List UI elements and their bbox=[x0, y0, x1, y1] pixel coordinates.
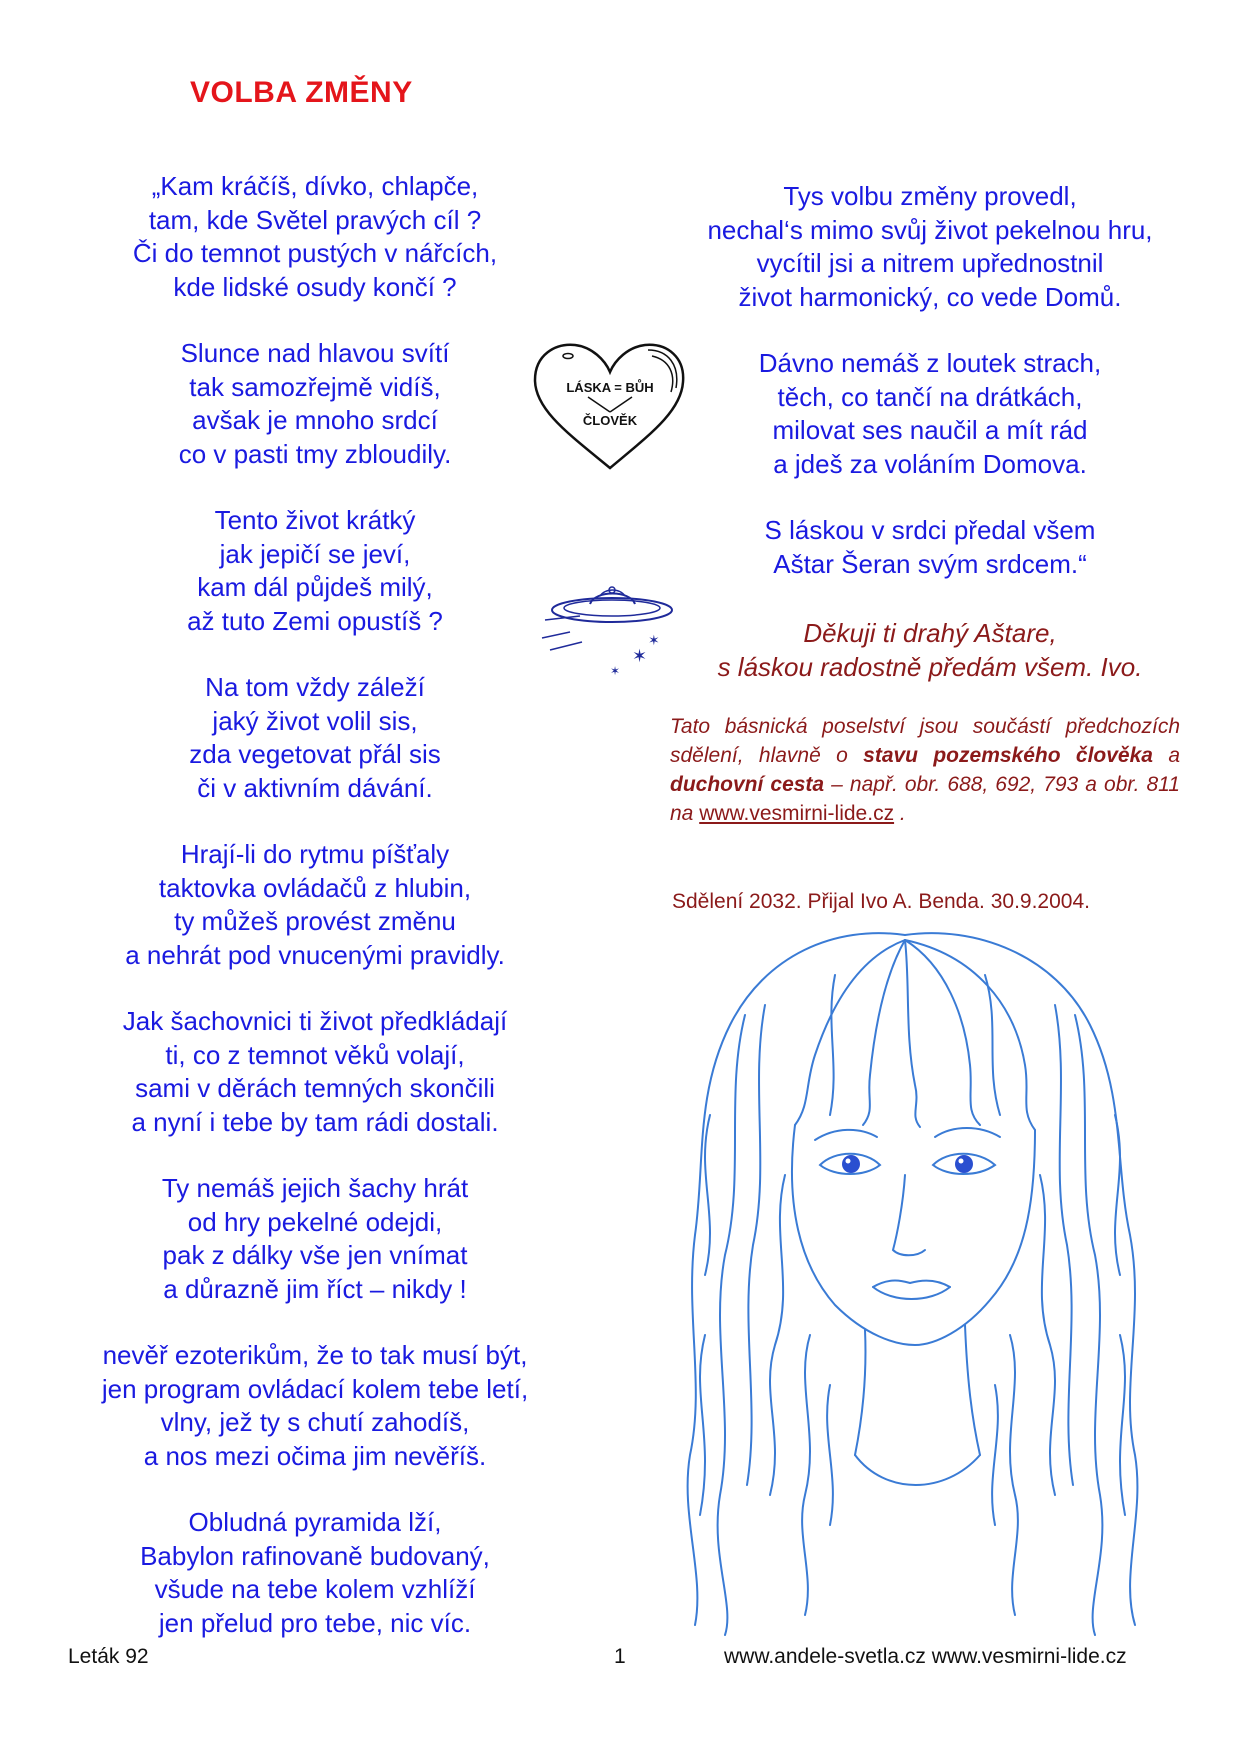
note-text: . bbox=[894, 802, 906, 825]
website-link[interactable]: www.vesmirni-lide.cz bbox=[699, 802, 895, 825]
poem-line: těch, co tančí na drátkách, bbox=[777, 381, 1083, 412]
poem-line: Na tom vždy záleží bbox=[205, 672, 425, 702]
poem-line: a důrazně jim říct – nikdy ! bbox=[163, 1273, 467, 1304]
poem-line: jaký život volil sis, bbox=[212, 705, 418, 736]
note-text: a bbox=[1152, 744, 1180, 767]
footer-leaflet-number: Leták 92 bbox=[68, 1645, 149, 1668]
poem-line: Tento život krátký bbox=[214, 505, 416, 535]
poem-line: Tys volbu změny provedl, bbox=[783, 181, 1077, 211]
left-stanza bbox=[60, 1172, 570, 1306]
poem-line: Aštar Šeran svým srdcem.“ bbox=[773, 548, 1087, 579]
left-stanza bbox=[60, 1506, 570, 1640]
poem-line: taktovka ovládačů z hlubin, bbox=[158, 872, 472, 903]
poem-line: Dávno nemáš z loutek strach, bbox=[758, 348, 1102, 378]
poem-line: tak samozřejmě vidíš, bbox=[189, 371, 441, 402]
left-stanza bbox=[60, 337, 570, 471]
poem-line: od hry pekelné odejdi, bbox=[187, 1206, 443, 1237]
poem-line: kam dál půjdeš milý, bbox=[197, 572, 433, 602]
svg-text:✶: ✶ bbox=[632, 646, 648, 666]
left-stanza bbox=[60, 1005, 570, 1139]
poem-line: ti, co z temnot věků volají, bbox=[165, 1039, 465, 1070]
info-note bbox=[670, 712, 1180, 828]
thanks-text bbox=[660, 616, 1200, 684]
footer-websites: www.andele-svetla.cz www.vesmirni-lide.cz bbox=[724, 1645, 1127, 1668]
poem-line: tam, kde Světel pravých cíl ? bbox=[148, 204, 482, 235]
poem-line: „Kam kráčíš, dívko, chlapče, bbox=[151, 171, 479, 201]
left-stanza bbox=[60, 170, 570, 304]
right-stanza bbox=[660, 180, 1200, 314]
poem-line: či v aktivním dávání. bbox=[197, 772, 433, 803]
poem-line: pak z dálky vše jen vnímat bbox=[162, 1240, 468, 1270]
poem-line: kde lidské osudy končí ? bbox=[173, 271, 457, 302]
left-stanza bbox=[60, 1339, 570, 1473]
note-text: – např. obr. 688, 692, 793 a obr. 811 na bbox=[670, 773, 1180, 825]
right-stanza bbox=[660, 514, 1200, 581]
page-title: VOLBA ZMĚNY bbox=[190, 76, 413, 109]
note-text: Tato básnická poselství jsou součástí předchozích sdělení, hlavně o bbox=[670, 715, 1180, 767]
poem-line: a nos mezi očima jim nevěříš. bbox=[143, 1440, 487, 1471]
ufo-drawing bbox=[540, 580, 680, 690]
poem-line: nechal‘s mimo svůj život pekelnou hru, bbox=[707, 214, 1153, 245]
poem-line: milovat ses naučil a mít rád bbox=[772, 415, 1088, 445]
poem-line: život harmonický, co vede Domů. bbox=[738, 281, 1122, 312]
poem-line: jak jepičí se jeví, bbox=[219, 538, 411, 569]
thanks-line: Děkuji ti drahý Aštare, bbox=[803, 618, 1057, 648]
poem-line: jen program ovládací kolem tebe letí, bbox=[101, 1373, 529, 1404]
poem-line: Slunce nad hlavou svítí bbox=[180, 338, 450, 368]
poem-right-column bbox=[660, 180, 1200, 614]
poem-line: zda vegetovat přál sis bbox=[189, 739, 441, 769]
poem-line: Jak šachovnici ti život předkládají bbox=[122, 1006, 508, 1036]
note-bold: duchovní cesta bbox=[670, 773, 825, 796]
poem-line: všude na tebe kolem vzhlíží bbox=[154, 1574, 476, 1604]
poem-line: sami v děrách temných skončili bbox=[135, 1073, 495, 1103]
footer-page-number: 1 bbox=[614, 1645, 626, 1668]
poem-line: Babylon rafinovaně budovaný, bbox=[140, 1540, 490, 1571]
source-line: Sdělení 2032. Přijal Ivo A. Benda. 30.9.2004. bbox=[672, 890, 1090, 913]
svg-text:✶: ✶ bbox=[610, 664, 621, 678]
poem-line: avšak je mnoho srdcí bbox=[192, 405, 438, 435]
poem-line: Obludná pyramida lží, bbox=[188, 1507, 442, 1537]
right-stanza bbox=[660, 347, 1200, 481]
poem-line: jen přelud pro tebe, nic víc. bbox=[158, 1607, 472, 1638]
heart-text-bottom: ČLOVĚK bbox=[582, 413, 638, 428]
heart-outline bbox=[535, 345, 683, 468]
heart-text-top: LÁSKA = BŮH bbox=[566, 380, 654, 395]
poem-line: a jdeš za voláním Domova. bbox=[773, 448, 1087, 479]
svg-text:✶: ✶ bbox=[648, 632, 660, 648]
note-bold: stavu pozemského člověka bbox=[863, 744, 1153, 767]
poem-line: vycítil jsi a nitrem upřednostnil bbox=[756, 248, 1104, 278]
poem-line: až tuto Zemi opustíš ? bbox=[187, 605, 443, 636]
left-stanza bbox=[60, 504, 570, 638]
poem-line: Hrají-li do rytmu píšťaly bbox=[180, 839, 450, 869]
poem-line: nevěř ezoterikům, že to tak musí být, bbox=[102, 1340, 528, 1370]
left-stanza bbox=[60, 838, 570, 972]
portrait-drawing bbox=[635, 915, 1180, 1645]
heart-emblem bbox=[530, 340, 690, 475]
poem-line: Ty nemáš jejich šachy hrát bbox=[161, 1173, 469, 1203]
poem-line: co v pasti tmy zbloudily. bbox=[178, 438, 452, 469]
poem-line: a nyní i tebe by tam rádi dostali. bbox=[131, 1106, 499, 1137]
poem-line: ty můžeš provést změnu bbox=[174, 906, 456, 936]
poem-line: Či do temnot pustých v nářcích, bbox=[132, 238, 498, 268]
poem-line: vlny, jež ty s chutí zahodíš, bbox=[160, 1407, 470, 1437]
thanks-line: s láskou radostně předám všem. Ivo. bbox=[717, 652, 1143, 682]
left-stanza bbox=[60, 671, 570, 805]
poem-line: a nehrát pod vnucenými pravidly. bbox=[125, 939, 505, 970]
poem-left-column bbox=[60, 170, 570, 1673]
poem-line: S láskou v srdci předal všem bbox=[764, 515, 1096, 545]
